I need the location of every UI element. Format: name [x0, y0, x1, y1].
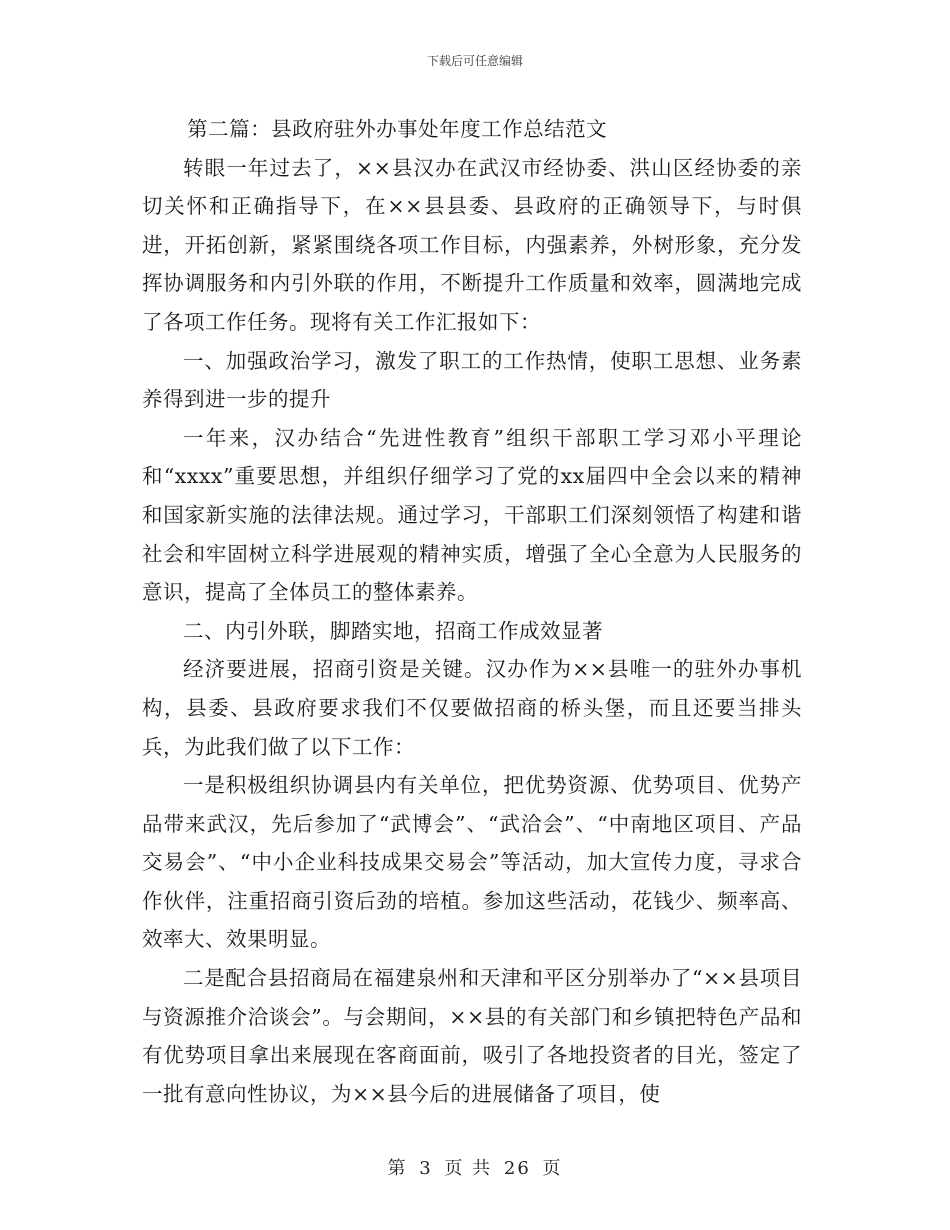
paragraph-study: 一年来，汉办结合“先进性教育”组织干部职工学习邓小平理论和“xxxx”重要思想，并组织仔细学习了党的xx届四中全会以来的精神和国家新实施的法律法规。通过学习，干部职工们深刻领悟了构建和谐社会和牢固树立科学进展观的精神实质，增强了全心全意为人民服务的意识，提高了全体员工的整体素养。 [142, 425, 802, 605]
paragraph-item-2: 二是配合县招商局在福建泉州和天津和平区分别举办了“××县项目与资源推介洽谈会”。与会期间，××县的有关部门和乡镇把特色产品和有优势项目拿出来展现在客商面前，吸引了各地投资者的目光，签定了一批有意向性协议，为××县今后的进展储备了项目，使 [142, 966, 802, 1106]
footer-prefix: 第 [387, 1158, 408, 1179]
footer-current-page: 3 [419, 1158, 433, 1179]
section-heading-2: 二、内引外联，脚踏实地，招商工作成效显著 [183, 618, 603, 643]
footer-mid: 页 共 [444, 1158, 493, 1179]
document-title: 第二篇：县政府驻外办事处年度工作总结范文 [187, 117, 608, 141]
document-body [142, 110, 802, 1113]
footer-suffix: 页 [542, 1158, 563, 1179]
paragraph-intro: 转眼一年过去了，××县汉办在武汉市经协委、洪山区经协委的亲切关怀和正确指导下，在××县县委、县政府的正确领导下，与时俱进，开拓创新，紧紧围绕各项工作目标，内强素养，外树形象，充分发挥协调服务和内引外联的作用，不断提升工作质量和效率，圆满地完成了各项工作任务。现将有关工作汇报如下： [142, 155, 802, 334]
page-header: 下载后可任意编辑 [426, 54, 523, 68]
page-footer [0, 1154, 950, 1180]
paragraph-item-1: 一是积极组织协调县内有关单位，把优势资源、优势项目、优势产品带来武汉，先后参加了“武博会”、“武洽会”、“中南地区项目、产品交易会”、“中小企业科技成果交易会”等活动，加大宣传力度，寻求合作伙伴，注重招商引资后劲的培植。参加这些活动，花钱少、频率高、效率大、效果明显。 [142, 773, 802, 952]
footer-total-pages: 26 [503, 1158, 531, 1179]
paragraph-investment: 经济要进展，招商引资是关键。汉办作为××县唯一的驻外办事机构，县委、县政府要求我们不仅要做招商的桥头堡，而且还要当排头兵，为此我们做了以下工作： [142, 657, 802, 759]
section-heading-1: 一、加强政治学习，激发了职工的工作热情，使职工思想、业务素养得到进一步的提升 [142, 348, 802, 412]
